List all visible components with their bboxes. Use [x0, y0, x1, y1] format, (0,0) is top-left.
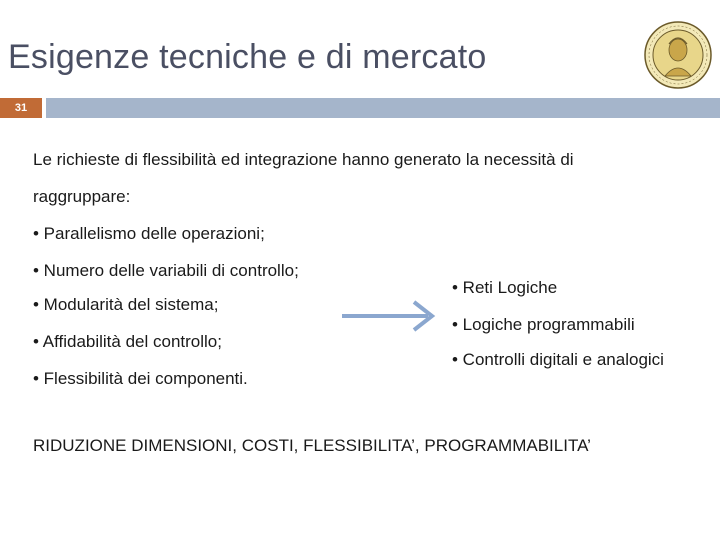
- right-item: • Reti Logiche: [452, 278, 558, 297]
- right-item: • Controlli digitali e analogici: [452, 350, 664, 369]
- left-item: • Modularità del sistema;: [33, 295, 219, 314]
- right-arrow-icon: [340, 292, 440, 342]
- university-seal-icon: [643, 20, 713, 90]
- right-item: • Logiche programmabili: [452, 315, 635, 334]
- left-item: • Flessibilità dei componenti.: [33, 369, 248, 388]
- conclusion-line: RIDUZIONE DIMENSIONI, COSTI, FLESSIBILITA’, PROGRAMMABILITA’: [33, 436, 591, 455]
- slide-number: 31: [0, 98, 42, 118]
- intro-line-1: Le richieste di flessibilità ed integrazione hanno generato la necessità di: [33, 150, 574, 169]
- header-accent-bar: [46, 98, 720, 118]
- left-item: • Parallelismo delle operazioni;: [33, 224, 265, 243]
- left-item: • Numero delle variabili di controllo;: [33, 261, 299, 280]
- intro-line-2: raggruppare:: [33, 187, 131, 206]
- slide-title: Esigenze tecniche e di mercato: [8, 38, 487, 76]
- left-item: • Affidabilità del controllo;: [33, 332, 222, 351]
